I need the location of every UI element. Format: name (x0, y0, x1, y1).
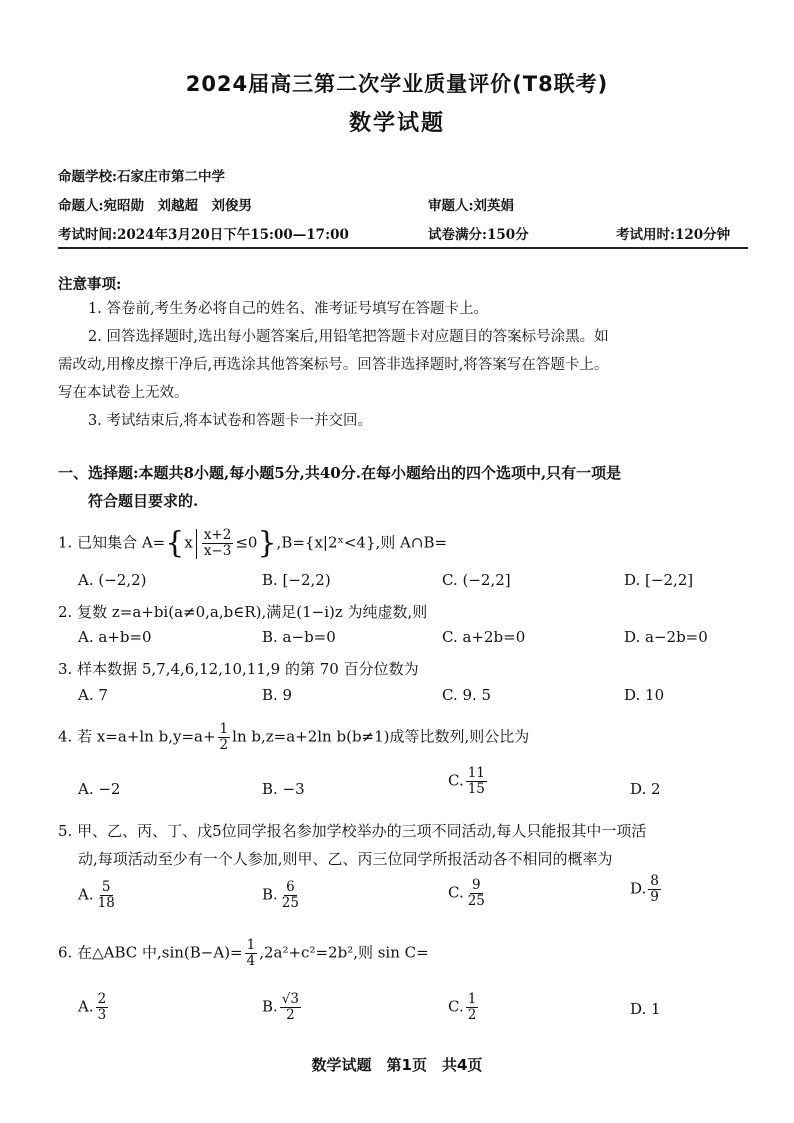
set-brace: { (165, 525, 185, 561)
q4-option-c: C. $\frac{11}{15}$ (448, 765, 485, 797)
q3-option-a: A. 7 (78, 686, 108, 704)
q5-option-c: C. $\frac{9}{25}$ (448, 877, 485, 909)
q3-option-d: D. 10 (624, 686, 665, 704)
q6-fraction: $\frac{1}{4}$ (246, 937, 256, 969)
exam-subtitle: 数学试题 (348, 111, 445, 136)
q3-option-c: C. 9. 5 (442, 686, 492, 704)
question-6: 6. 在△ABC 中,sin(B−A)= $\frac{1}{4}$ ,2a²+c²=2b²,则 sin C= (58, 937, 429, 969)
question-4: 4. 若 x=a+ln b,y=a+ $\frac{1}{2}$ ln b,z=a+2ln b(b≠1)成等比数列,则公比为 (58, 721, 530, 753)
q3-option-b: B. 9 (262, 686, 293, 704)
q1-option-b: B. [−2,2) (262, 571, 331, 589)
note-2b: 需改动,用橡皮擦干净后,再选涂其他答案标号。回答非选择题时,将答案写在答题卡上。 (58, 357, 609, 373)
note-1: 1. 答卷前,考生务必将自己的姓名、准考证号填写在答题卡上。 (88, 301, 489, 317)
q2-option-a: A. a+b=0 (78, 628, 152, 646)
q6-option-a: A. $\frac{2}{3}$ (78, 991, 107, 1023)
q1-option-d: D. [−2,2] (624, 571, 694, 589)
section-heading-cont: 符合题目要求的. (88, 492, 199, 510)
question-1: 1. 已知集合 A={x $\frac{x+2}{x-3}$ ≤0},B={x|2ˣ<4},则 A∩B= (58, 525, 448, 561)
full-score: 试卷满分:150分 (428, 227, 529, 243)
q1-option-c: C. (−2,2] (442, 571, 511, 589)
q6-option-c: C. $\frac{1}{2}$ (448, 991, 477, 1023)
q1-fraction: $\frac{x+2}{x-3}$ (203, 527, 232, 559)
exam-time: 考试时间:2024年3月20日下午15:00—17:00 (58, 227, 349, 243)
note-2c: 写在本试卷上无效。 (58, 385, 189, 401)
question-2: 2. 复数 z=a+bi(a≠0,a,b∈R),满足(1−i)z 为纯虚数,则 (58, 603, 428, 621)
q5-option-b: B. $\frac{6}{25}$ (262, 879, 299, 911)
notes-heading: 注意事项: (58, 276, 122, 293)
school-line: 命题学校:石家庄市第二中学 (58, 169, 225, 185)
q5-option-a: A. $\frac{5}{18}$ (78, 879, 115, 911)
authors-line: 命题人:宛昭勋 刘越超 刘俊男 (58, 198, 252, 214)
q4-fraction: $\frac{1}{2}$ (219, 721, 229, 753)
page-footer: 数学试题 第1页 共4页 (311, 1056, 483, 1074)
exam-duration: 考试用时:120分钟 (616, 227, 731, 243)
q4-option-d: D. 2 (630, 780, 661, 798)
q6-option-d: D. 1 (630, 1000, 661, 1018)
question-3: 3. 样本数据 5,7,4,6,12,10,11,9 的第 70 百分位数为 (58, 660, 419, 678)
q5-option-d: D. $\frac{8}{9}$ (630, 873, 659, 905)
q4-option-a: A. −2 (78, 780, 121, 798)
q2-option-b: B. a−b=0 (262, 628, 336, 646)
exam-title: 2024届高三第二次学业质量评价(T8联考) (185, 72, 609, 96)
section-heading: 一、选择题:本题共8小题,每小题5分,共40分.在每小题给出的四个选项中,只有一项是 (58, 464, 622, 482)
q2-option-c: C. a+2b=0 (442, 628, 526, 646)
q6-option-b: B. $\frac{√3}{2}$ (262, 991, 299, 1023)
question-5-line2: 动,每项活动至少有一个人参加,则甲、乙、丙三位同学所报活动各不相同的概率为 (78, 850, 613, 868)
header-divider (58, 247, 748, 249)
q4-option-b: B. −3 (262, 780, 305, 798)
set-bar (196, 529, 197, 559)
reviewer-line: 审题人:刘英娟 (428, 198, 514, 214)
q1-option-a: A. (−2,2) (78, 571, 147, 589)
note-3: 3. 考试结束后,将本试卷和答题卡一并交回。 (88, 413, 373, 429)
note-2a: 2. 回答选择题时,选出每小题答案后,用铅笔把答题卡对应题目的答案标号涂黑。如 (88, 329, 609, 345)
q2-option-d: D. a−2b=0 (624, 628, 708, 646)
question-5-line1: 5. 甲、乙、丙、丁、戊5位同学报名参加学校举办的三项不同活动,每人只能报其中一项活 (58, 822, 647, 840)
